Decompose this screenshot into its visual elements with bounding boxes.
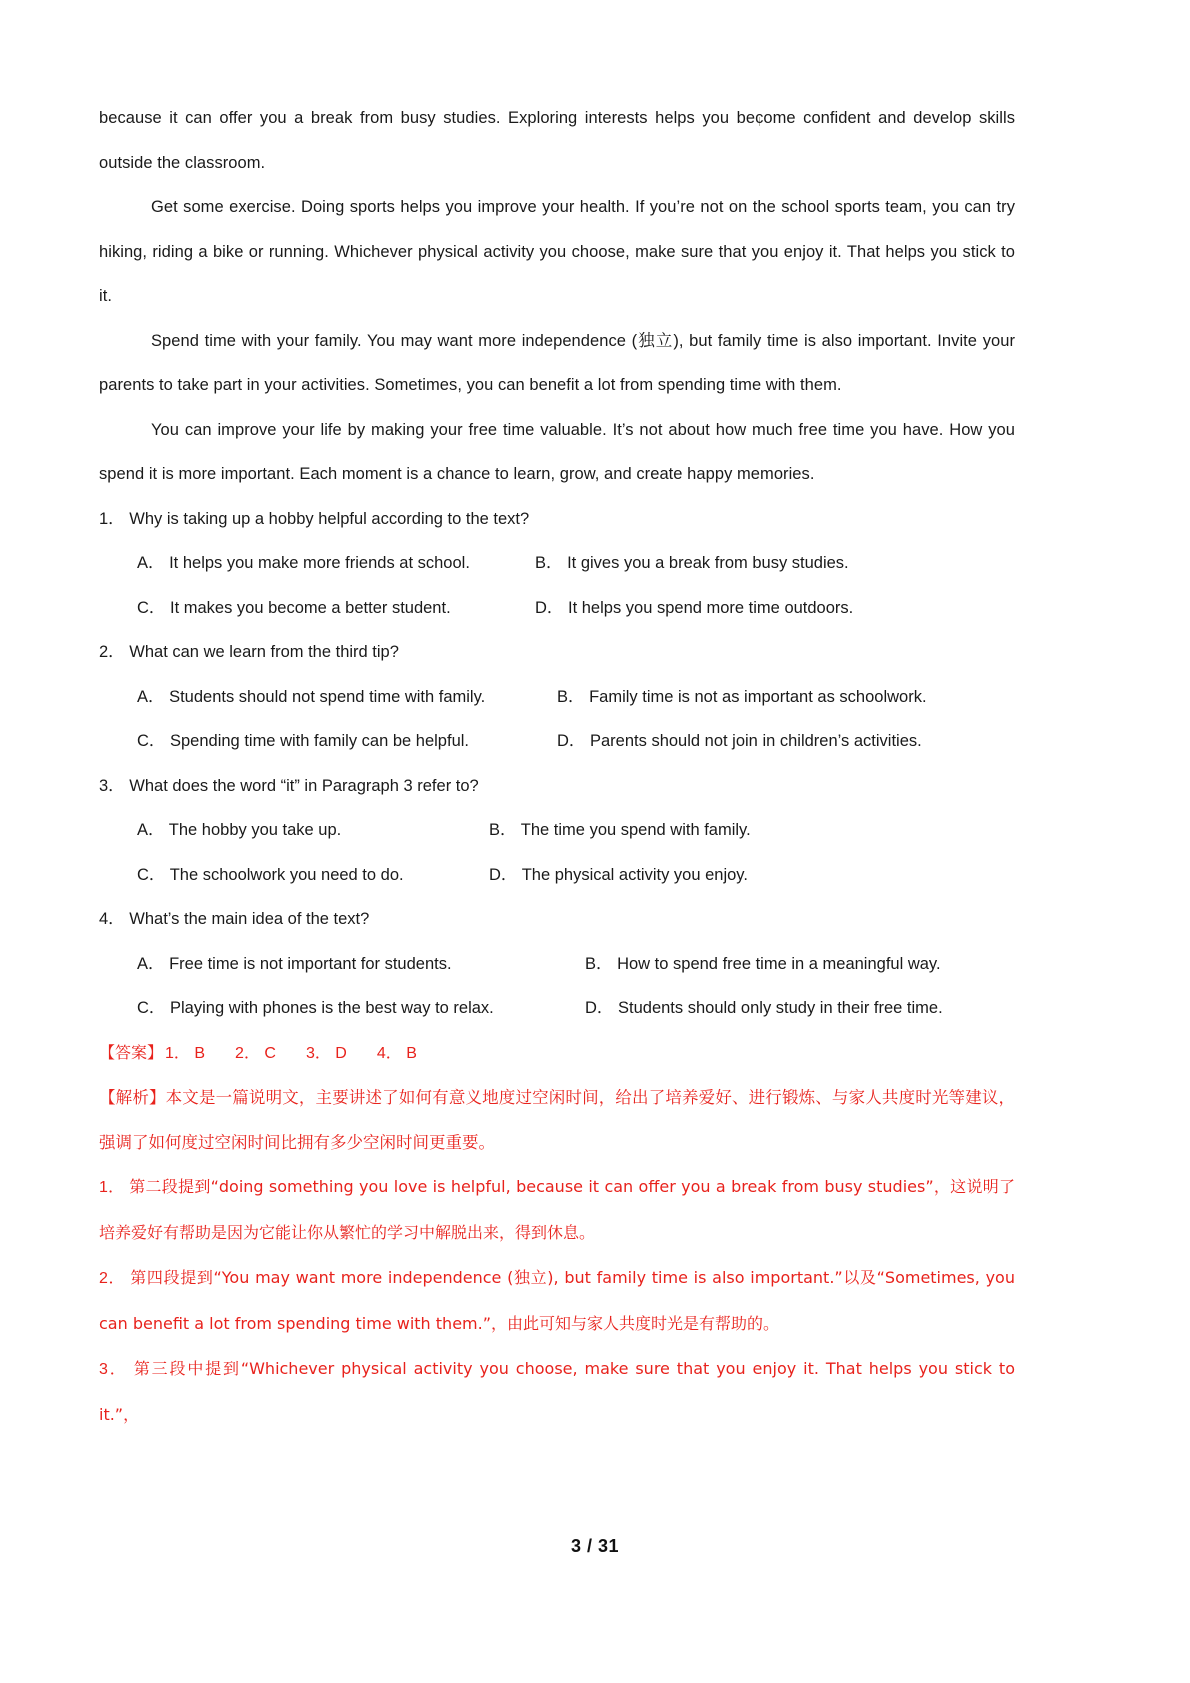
question-2 — [99, 630, 1015, 764]
question-4-option-b[interactable]: B． How to spend free time in a meaningful way. — [585, 954, 941, 973]
analysis-paragraph — [99, 1076, 1015, 1165]
explanation-2 — [99, 1256, 1015, 1347]
question-1-options-row-1 — [99, 541, 1015, 586]
explanation-1-text: 第二段提到“doing something you love is helpful, because it can offer you a break from busy studies”，这说明了培养爱好有帮助是因为它能让你从繁忙的学习中解脱出来，得到休息。 — [99, 1177, 1016, 1242]
passage-paragraph-3: Spend time with your family. You may want more independence (独立), but family time is also important. Invite your parents to take part in your activities. Sometimes, you can benefit a lot from spending time with them. — [99, 331, 1015, 394]
question-2-text: What can we learn from the third tip? — [129, 643, 399, 661]
question-1-text: Why is taking up a hobby helpful according to the text? — [129, 509, 530, 528]
question-1-stem — [99, 497, 1015, 542]
question-2-option-b[interactable]: B． Family time is not as important as schoolwork. — [557, 687, 927, 706]
question-1-number: 1． — [99, 509, 125, 528]
question-1-options-row-2 — [99, 586, 1015, 631]
question-3-option-b[interactable]: B． The time you spend with family. — [489, 821, 751, 839]
passage-paragraph-4: You can improve your life by making your free time valuable. It’s not about how much free time you have. How you spend it is more important. Each moment is a chance to learn, grow, and create happy memories. — [99, 420, 1015, 483]
question-4-option-d[interactable]: D． Students should only study in their free time. — [585, 999, 943, 1017]
explanation-3 — [99, 1347, 1015, 1438]
question-2-stem — [99, 630, 1015, 675]
question-2-options-row-2 — [99, 719, 1015, 764]
question-1-option-c[interactable]: C． It makes you become a better student. — [137, 598, 451, 617]
question-1-option-d[interactable]: D． It helps you spend more time outdoors. — [535, 598, 854, 617]
answer-key-item-4: 4． B — [376, 1044, 417, 1062]
page-content — [99, 96, 1015, 1438]
question-3-option-c[interactable]: C． The schoolwork you need to do. — [137, 865, 404, 884]
analysis-label: 【解析】 — [99, 1088, 166, 1107]
passage-paragraph-1: because it can offer you a break from busy studies. Exploring interests helps you become confident and develop skills outside the classroom. — [99, 109, 1015, 172]
question-2-option-a[interactable]: A． Students should not spend time with family. — [137, 687, 486, 706]
question-3-option-d[interactable]: D． The physical activity you enjoy. — [489, 865, 748, 884]
answer-key-line — [99, 1031, 1015, 1077]
question-4-number: 4． — [99, 910, 125, 928]
question-4-option-a[interactable]: A． Free time is not important for students. — [137, 954, 452, 973]
analysis-text: 本文是一篇说明文，主要讲述了如何有意义地度过空闲时间，给出了培养爱好、进行锻炼、与家人共度时光等建议，强调了如何度过空闲时间比拥有多少空闲时间更重要。 — [99, 1088, 1016, 1152]
explanation-2-number: 2． — [99, 1270, 126, 1287]
question-4-text: What’s the main idea of the text? — [129, 910, 370, 928]
question-2-option-d[interactable]: D． Parents should not join in children’s activities. — [557, 732, 922, 750]
answer-key-item-1: 1． B — [165, 1044, 206, 1062]
question-2-options-row-1 — [99, 675, 1015, 720]
explanation-1 — [99, 1165, 1015, 1256]
question-4-stem — [99, 897, 1015, 942]
page-number: 3 / 31 — [570, 1536, 620, 1556]
answer-key-item-3: 3． D — [305, 1044, 347, 1062]
question-3-stem — [99, 764, 1015, 809]
question-4-options-row-2 — [99, 986, 1015, 1031]
question-4 — [99, 897, 1015, 1031]
question-3-number: 3． — [99, 776, 125, 795]
explanation-3-text: 第三段中提到“Whichever physical activity you choose, make sure that you enjoy it. That helps you stick to it.”， — [99, 1359, 1015, 1424]
explanation-2-text: 第四段提到“You may want more independence (独立), but family time is also important.”以及“Sometimes, you can benefit a lot from spending time with them.”，由此可知与家人共度时光是有帮助的。 — [99, 1268, 1015, 1333]
answer-key-item-2: 2． C — [235, 1044, 276, 1062]
question-3-options-row-2 — [99, 853, 1015, 898]
question-3-option-a[interactable]: A． The hobby you take up. — [137, 821, 342, 839]
question-1-option-b[interactable]: B． It gives you a break from busy studies. — [535, 554, 849, 572]
question-4-options-row-1 — [99, 942, 1015, 987]
question-1-option-a[interactable]: A． It helps you make more friends at school. — [137, 554, 470, 572]
question-2-number: 2． — [99, 643, 125, 661]
question-1 — [99, 497, 1015, 631]
explanation-3-number: 3． — [99, 1361, 128, 1378]
passage-paragraph-2: Get some exercise. Doing sports helps you improve your health. If you’re not on the school sports team, you can try hiking, riding a bike or running. Whichever physical activity you choose, make sure that you enjoy it. That helps you stick to it. — [99, 198, 1015, 305]
question-3-text: What does the word “it” in Paragraph 3 refer to? — [129, 776, 479, 795]
explanation-1-number: 1． — [99, 1179, 125, 1196]
question-3 — [99, 764, 1015, 898]
question-3-options-row-1 — [99, 808, 1015, 853]
answer-key-label: 【答案】 — [99, 1042, 164, 1062]
question-2-option-c[interactable]: C． Spending time with family can be helpful. — [137, 732, 469, 750]
question-4-option-c[interactable]: C． Playing with phones is the best way to relax. — [137, 999, 494, 1017]
